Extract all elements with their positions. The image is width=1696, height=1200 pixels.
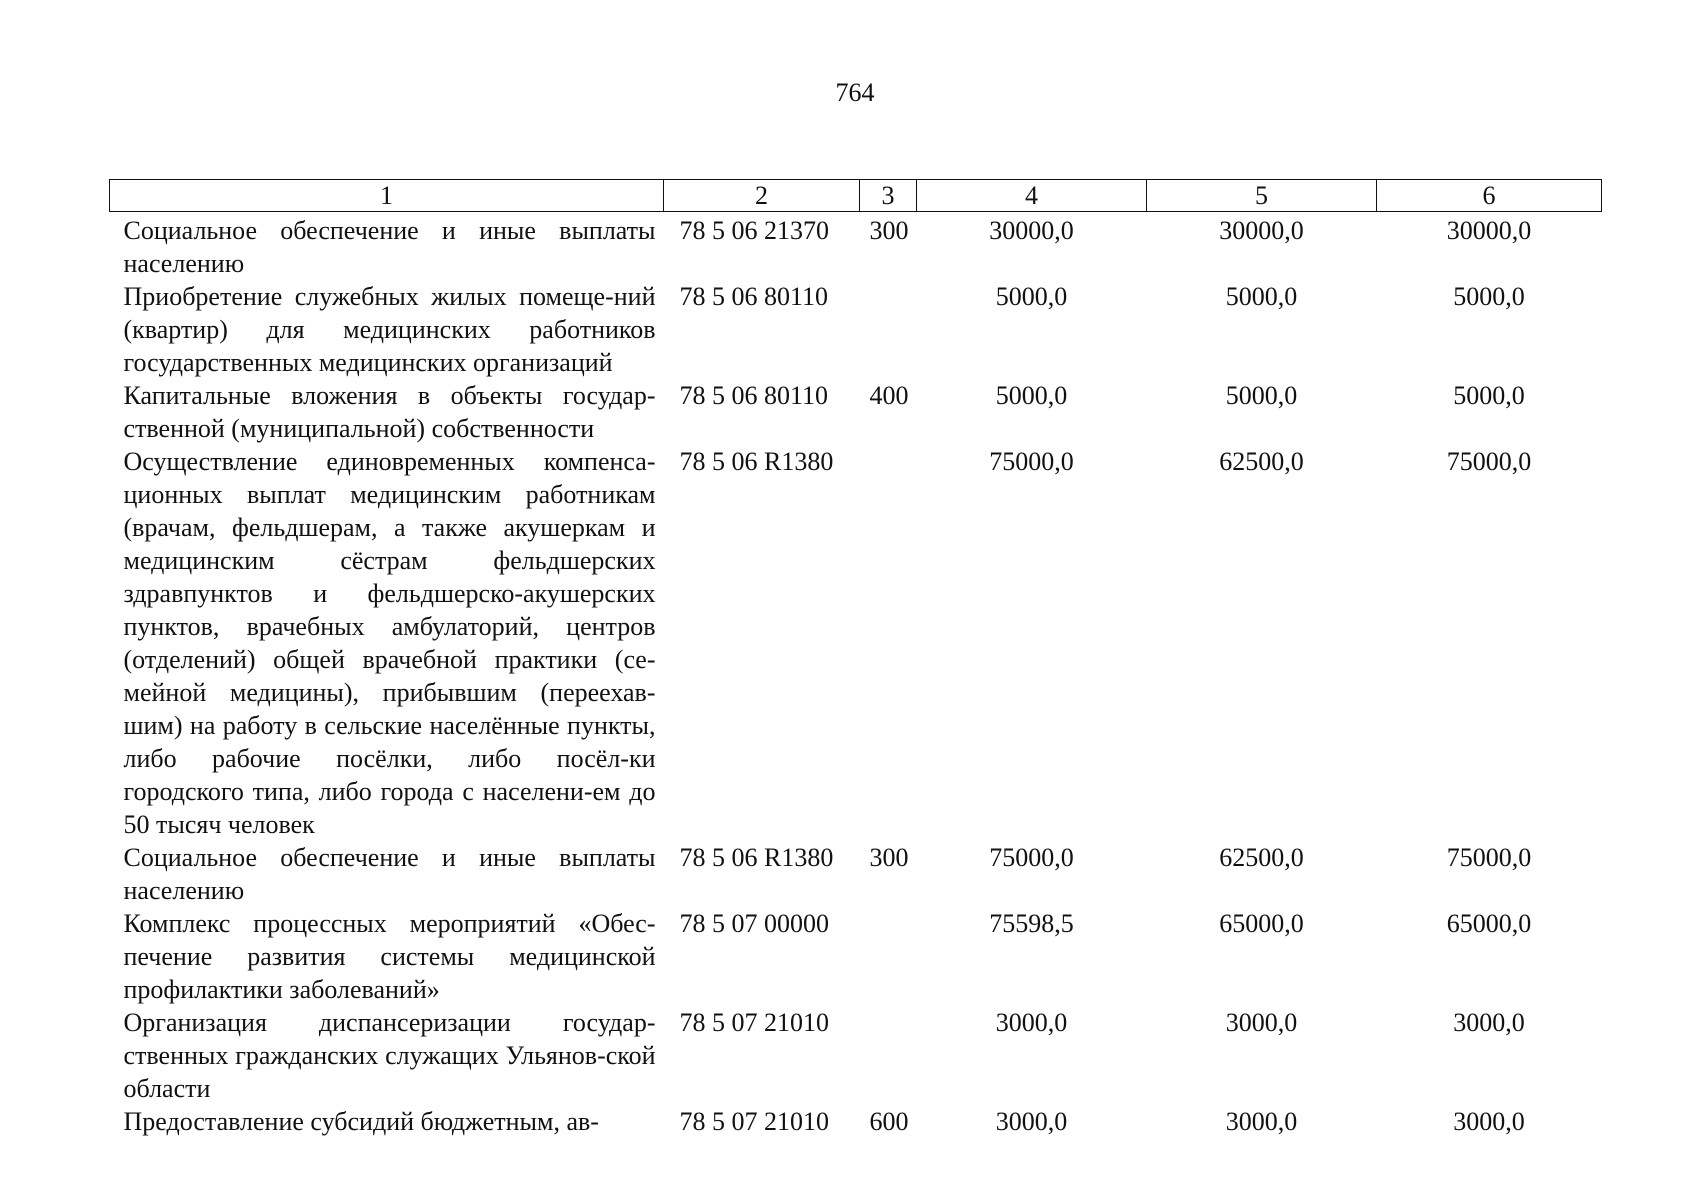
header-col-5: 5 (1147, 180, 1377, 212)
row-kind (860, 445, 917, 841)
row-kind: 300 (869, 843, 909, 872)
row-kind: 300 (869, 216, 909, 245)
row-value-4: 75598,5 (989, 909, 1074, 938)
page-number: 764 (835, 78, 875, 107)
table-row (110, 445, 1602, 841)
row-value-6: 65000,0 (1446, 909, 1532, 938)
row-name: Комплекс процессных мероприятий «Обес-печение развития системы медицинской профилактики заболеваний» (123, 909, 656, 1004)
row-name: Организация диспансеризации государ-ственных гражданских служащих Ульянов-ской области (123, 1008, 656, 1103)
row-kind (860, 280, 917, 379)
row-value-5: 30000,0 (1219, 216, 1304, 245)
row-code: 78 5 06 R1380 (679, 843, 834, 872)
row-name: Осуществление единовременных компенса-ционных выплат медицинским работникам (врачам, фельдшерам, а также акушеркам и медицинским сёстрам фельдшерских здравпунктов и фельдшерско-акушерских пунктов, врачебных амбулаторий, центров (отделений) общей врачебной практики (се-мейной медицины), прибывшим (переехав-шим) на работу в сельские населённые пункты, либо рабочие посёлки, либо посёл-ки городского типа, либо города с населени-ем до 50 тысяч человек (123, 447, 656, 839)
row-value-4: 75000,0 (989, 843, 1074, 872)
row-value-6: 30000,0 (1446, 216, 1532, 245)
table-row (110, 907, 1602, 1006)
row-value-5: 62500,0 (1219, 447, 1304, 476)
header-row (110, 180, 1602, 212)
row-name: Приобретение служебных жилых помеще-ний (квартир) для медицинских работников государственных медицинских организаций (123, 282, 656, 377)
table-row (110, 1105, 1602, 1138)
row-value-5: 3000,0 (1225, 1107, 1298, 1136)
row-name: Предоставление субсидий бюджетным, ав- (123, 1107, 599, 1136)
row-value-6: 75000,0 (1446, 447, 1532, 476)
row-name: Социальное обеспечение и иные выплаты населению (123, 843, 656, 905)
row-kind: 600 (869, 1107, 909, 1136)
row-value-6: 5000,0 (1453, 282, 1525, 311)
row-value-6: 75000,0 (1446, 843, 1532, 872)
header-col-6: 6 (1377, 180, 1602, 212)
row-value-4: 30000,0 (989, 216, 1074, 245)
table-row (110, 280, 1602, 379)
row-kind: 400 (869, 381, 909, 410)
table-row (110, 379, 1602, 445)
header-col-4: 4 (917, 180, 1147, 212)
row-value-6: 3000,0 (1453, 1107, 1525, 1136)
row-name: Капитальные вложения в объекты государ-ственной (муниципальной) собственности (123, 381, 656, 443)
row-value-5: 5000,0 (1225, 282, 1298, 311)
row-name: Социальное обеспечение и иные выплаты населению (123, 216, 656, 278)
row-value-5: 65000,0 (1219, 909, 1304, 938)
row-value-4: 5000,0 (995, 282, 1068, 311)
table-row (110, 212, 1602, 281)
table-row (110, 841, 1602, 907)
row-value-6: 3000,0 (1453, 1008, 1525, 1037)
table-header (110, 180, 1602, 212)
row-kind (860, 907, 917, 1006)
row-code: 78 5 06 80110 (679, 282, 829, 311)
row-code: 78 5 06 R1380 (679, 447, 834, 476)
row-kind (860, 1006, 917, 1105)
row-value-5: 5000,0 (1225, 381, 1298, 410)
row-value-4: 3000,0 (995, 1008, 1068, 1037)
table-row (110, 1006, 1602, 1105)
row-value-4: 3000,0 (995, 1107, 1068, 1136)
header-col-2: 2 (664, 180, 860, 212)
row-code: 78 5 07 00000 (679, 909, 829, 938)
row-value-4: 75000,0 (989, 447, 1074, 476)
header-col-3: 3 (860, 180, 917, 212)
budget-table (109, 179, 1602, 1138)
row-value-6: 5000,0 (1453, 381, 1525, 410)
row-value-5: 62500,0 (1219, 843, 1304, 872)
row-code: 78 5 07 21010 (679, 1008, 829, 1037)
row-value-4: 5000,0 (995, 381, 1068, 410)
table-body (110, 212, 1602, 1139)
row-code: 78 5 06 80110 (679, 381, 829, 410)
row-code: 78 5 06 21370 (679, 216, 829, 245)
row-value-5: 3000,0 (1225, 1008, 1298, 1037)
row-code: 78 5 07 21010 (679, 1107, 829, 1136)
header-col-1: 1 (110, 180, 664, 212)
